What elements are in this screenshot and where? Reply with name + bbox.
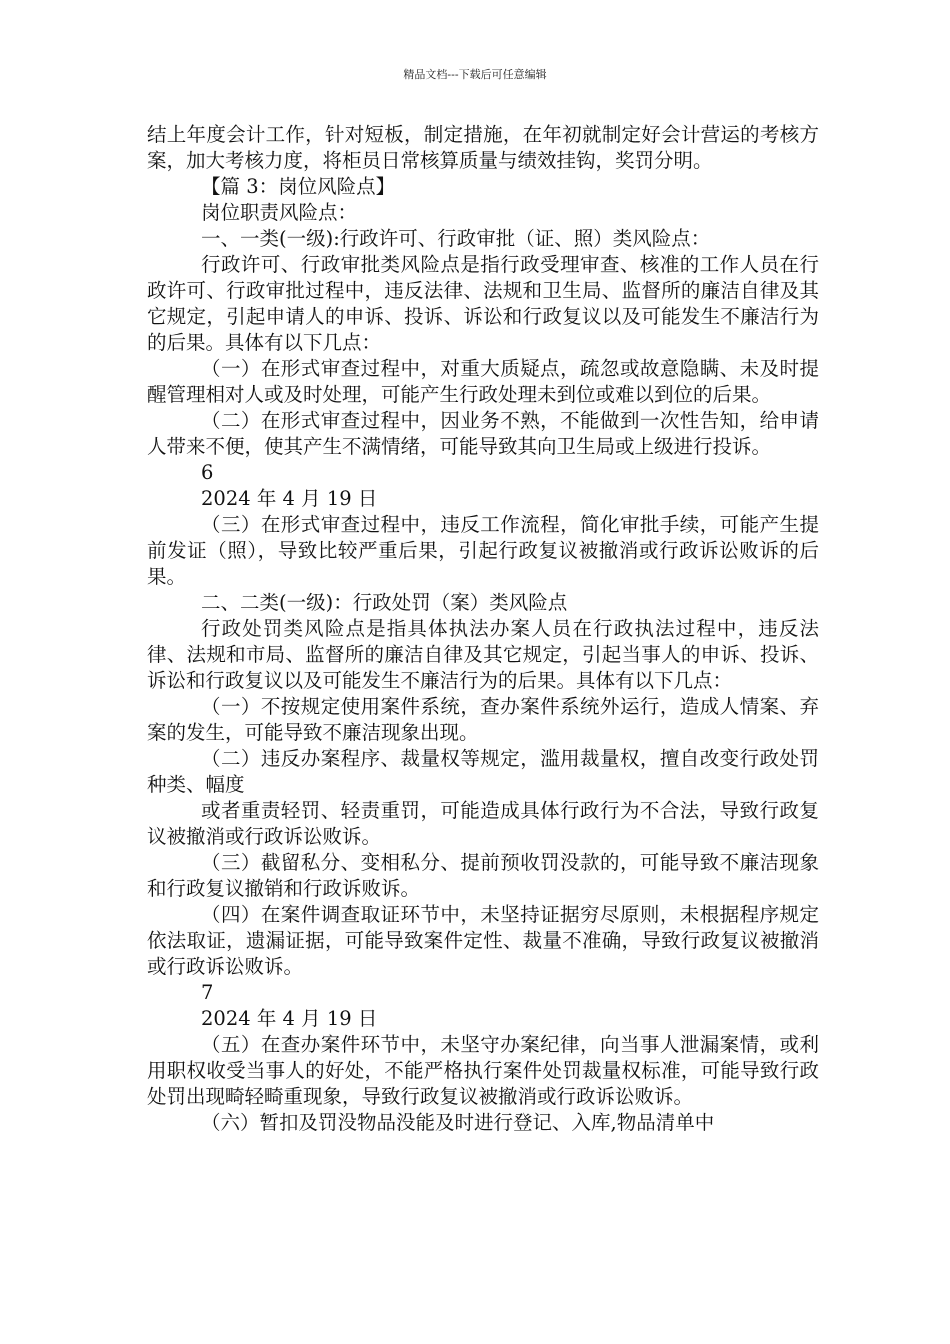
list-item: （三）在形式审查过程中，违反工作流程，简化审批手续，可能产生提前发证（照），导致比较严重后果，引起行政复议被撤消或行政诉讼败诉的后果。 [147,513,819,588]
category-heading: 一、一类(一级):行政许可、行政审批（证、照）类风险点： [201,227,711,250]
list-item-continuation: 或者重责轻罚、轻责重罚，可能造成具体行政行为不合法，导致行政复议被撤消或行政诉讼败诉。 [147,799,819,848]
section-heading: 【篇 3：岗位风险点】 [201,175,396,198]
list-item: （三）截留私分、变相私分、提前预收罚没款的，可能导致不廉洁现象和行政复议撤销和行政诉败诉。 [147,851,819,900]
list-item: （六）暂扣及罚没物品没能及时进行登记、入库,物品清单中 [201,1111,715,1134]
page-date: 2024 年 4 月 19 日 [201,1007,378,1030]
list-item: （二）违反办案程序、裁量权等规定，滥用裁量权，擅自改变行政处罚种类、幅度 [147,747,819,796]
list-item: （一）不按规定使用案件系统，查办案件系统外运行，造成人情案、弃案的发生，可能导致不廉洁现象出现。 [147,695,819,744]
page-number: 7 [201,981,214,1004]
list-item: （一）在形式审查过程中，对重大质疑点，疏忽或故意隐瞒、未及时提醒管理相对人或及时处理，可能产生行政处理未到位或难以到位的后果。 [147,357,819,406]
subsection-heading: 岗位职责风险点： [201,201,358,224]
list-item: （五）在查办案件环节中，未坚守办案纪律，向当事人泄漏案情，或利用职权收受当事人的好处，不能严格执行案件处罚裁量权标准，可能导致行政处罚出现畸轻畸重现象，导致行政复议被撤消或行政诉讼败诉。 [147,1033,819,1108]
list-item: （四）在案件调查取证环节中，未坚持证据穷尽原则，未根据程序规定依法取证，遗漏证据，可能导致案件定性、裁量不准确，导致行政复议被撤消或行政诉讼败诉。 [147,903,819,978]
paragraph: 行政处罚类风险点是指具体执法办案人员在行政执法过程中，违反法律、法规和市局、监督所的廉洁自律及其它规定，引起当事人的申诉、投诉、诉讼和行政复议以及可能发生不廉洁行为的后果。具体有以下几点： [147,617,819,692]
page-date: 2024 年 4 月 19 日 [201,487,378,510]
category-heading: 二、二类(一级)：行政处罚（案）类风险点 [201,591,568,614]
paragraph: 行政许可、行政审批类风险点是指行政受理审查、核准的工作人员在行政许可、行政审批过程中，违反法律、法规和卫生局、监督所的廉洁自律及其它规定，引起申请人的申诉、投诉、诉讼和行政复议以及可能发生不廉洁行为的后果。具体有以下几点： [147,253,819,354]
page-header: 精品文档---下载后可任意编辑 [403,68,547,81]
page-number: 6 [201,461,214,484]
paragraph: 结上年度会计工作，针对短板，制定措施，在年初就制定好会计营运的考核方案，加大考核力度，将柜员日常核算质量与绩效挂钩，奖罚分明。 [147,123,819,172]
list-item: （二）在形式审查过程中，因业务不熟，不能做到一次性告知，给申请人带来不便，使其产生不满情绪，可能导致其向卫生局或上级进行投诉。 [147,409,819,458]
document-body [147,122,819,1136]
